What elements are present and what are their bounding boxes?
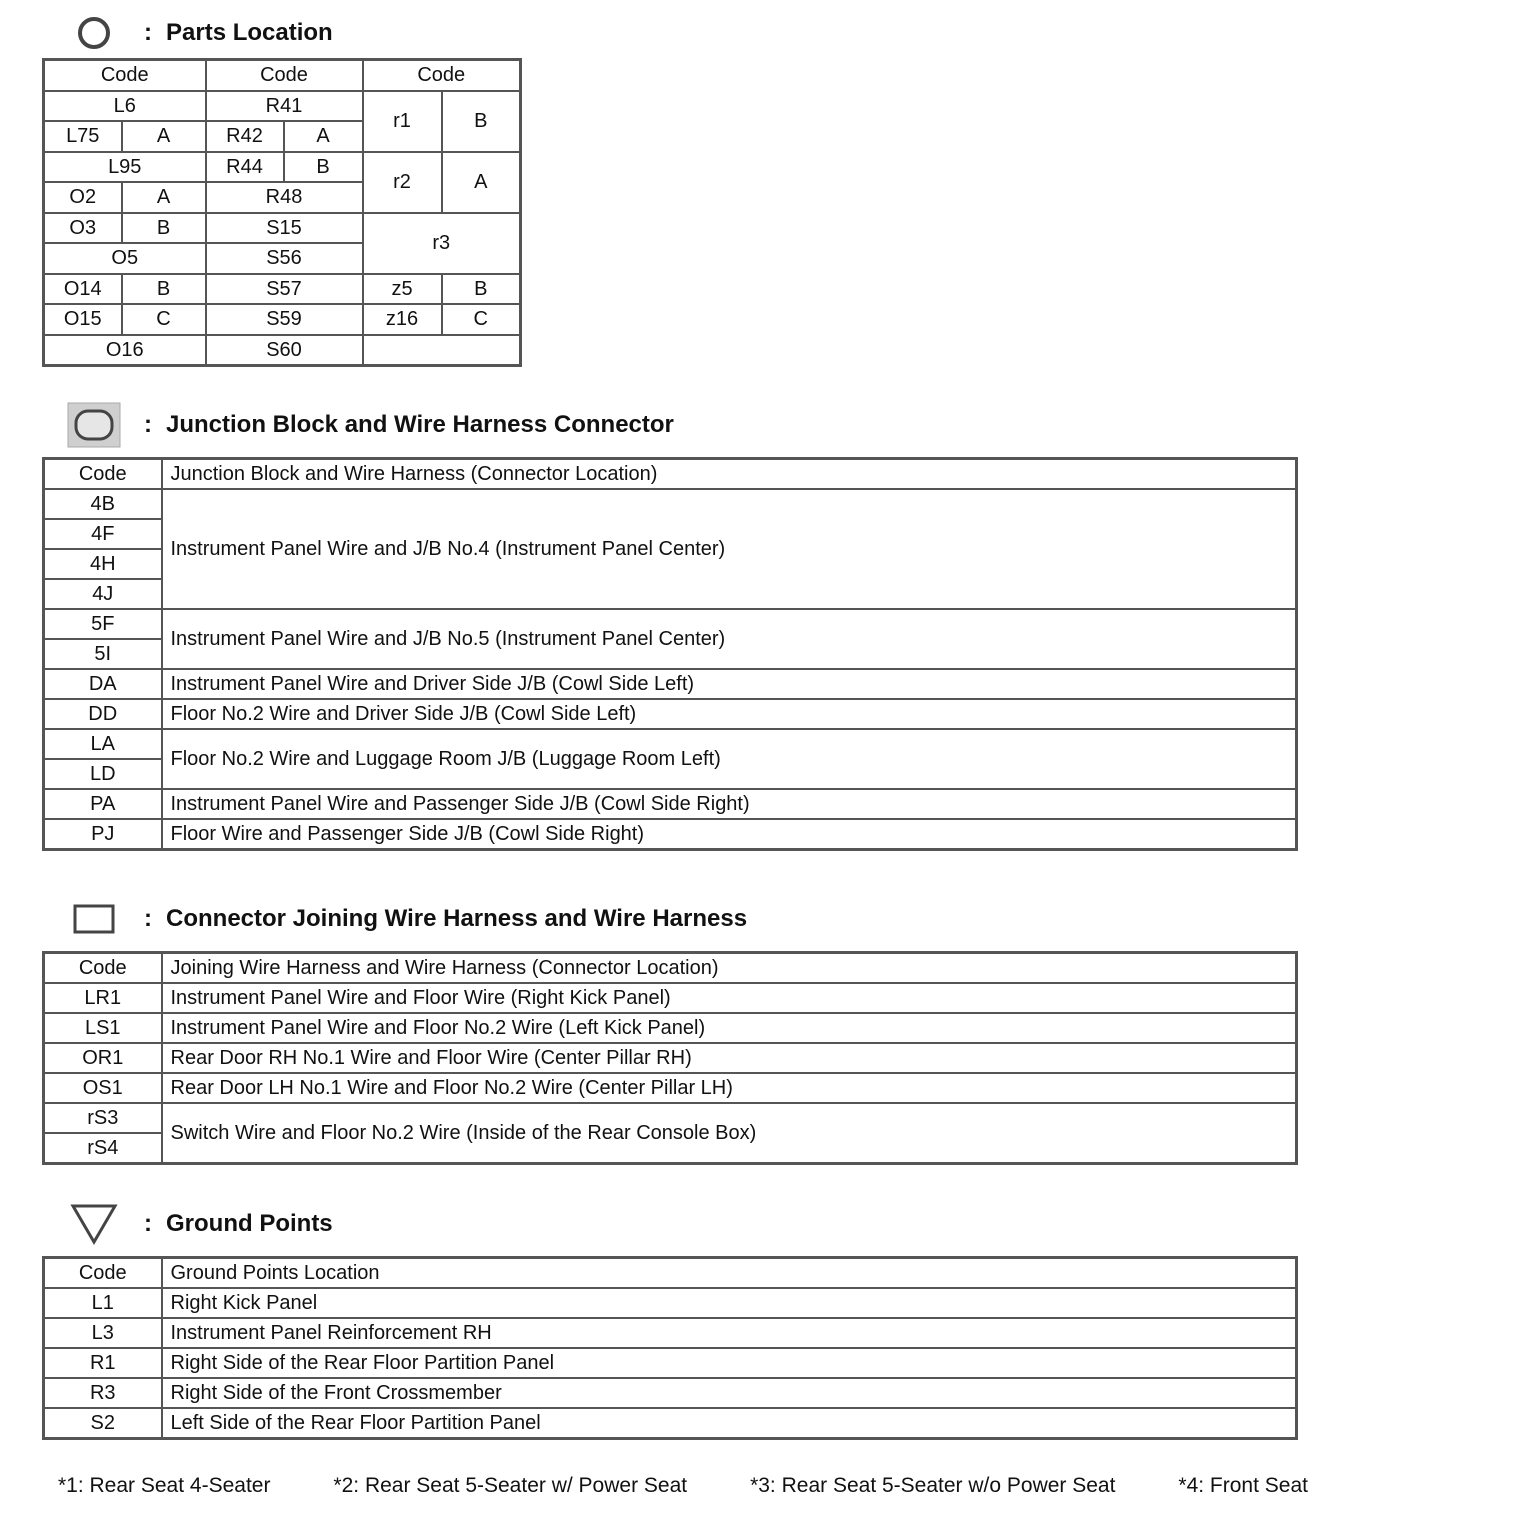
- desc-cell: Instrument Panel Reinforcement RH: [162, 1318, 1297, 1348]
- table-row: [44, 489, 1297, 519]
- variant-cell: A: [122, 121, 206, 152]
- header-code-cell: Code: [44, 1258, 162, 1289]
- footnote-2: *2: Rear Seat 5-Seater w/ Power Seat: [333, 1474, 688, 1497]
- code-cell: OR1: [44, 1043, 162, 1073]
- desc-cell: Floor No.2 Wire and Driver Side J/B (Cowl Side Left): [162, 699, 1297, 729]
- header-desc-cell: Junction Block and Wire Harness (Connector Location): [162, 459, 1297, 490]
- table-row: [44, 1318, 1297, 1348]
- code-cell: S57: [206, 274, 363, 305]
- table-row: [44, 152, 521, 183]
- section-title: Connector Joining Wire Harness and Wire Harness: [166, 905, 748, 932]
- code-cell: LR1: [44, 983, 162, 1013]
- header-desc-cell: Joining Wire Harness and Wire Harness (Connector Location): [162, 953, 1297, 984]
- table-header-row: [44, 459, 1297, 490]
- desc-cell: Right Side of the Front Crossmember: [162, 1378, 1297, 1408]
- table-row: [44, 819, 1297, 850]
- code-cell: R1: [44, 1348, 162, 1378]
- table-row: [44, 1348, 1297, 1378]
- code-cell: z16: [363, 304, 442, 335]
- code-cell: O15: [44, 304, 122, 335]
- code-cell: L3: [44, 1318, 162, 1348]
- footnote-4: *4: Front Seat: [1178, 1474, 1308, 1497]
- header-code-cell: Code: [44, 459, 162, 490]
- code-cell: LS1: [44, 1013, 162, 1043]
- table-row: [44, 983, 1297, 1013]
- desc-cell: Instrument Panel Wire and J/B No.5 (Instrument Panel Center): [162, 609, 1297, 669]
- desc-cell: Floor No.2 Wire and Luggage Room J/B (Luggage Room Left): [162, 729, 1297, 789]
- code-cell: O5: [44, 243, 206, 274]
- empty-cell: [363, 335, 521, 366]
- junction-block-table: [42, 457, 1298, 851]
- triangle-down-icon: [64, 1199, 124, 1249]
- table-row: [44, 304, 521, 335]
- code-cell: 4B: [44, 489, 162, 519]
- table-row: [44, 1103, 1297, 1133]
- desc-cell: Instrument Panel Wire and Passenger Side J/B (Cowl Side Right): [162, 789, 1297, 819]
- code-cell: LD: [44, 759, 162, 789]
- code-cell: 4J: [44, 579, 162, 609]
- table-row: [44, 609, 1297, 639]
- code-cell: R44: [206, 152, 284, 183]
- variant-cell: A: [442, 152, 521, 213]
- code-cell: S60: [206, 335, 363, 366]
- code-cell: R42: [206, 121, 284, 152]
- variant-cell: A: [122, 182, 206, 213]
- section-colon: :: [144, 411, 152, 438]
- rectangle-icon: [64, 894, 124, 944]
- code-cell: DA: [44, 669, 162, 699]
- code-cell: r2: [363, 152, 442, 213]
- code-cell: S15: [206, 213, 363, 244]
- code-cell: 5F: [44, 609, 162, 639]
- rounded-square-shaded-icon: [64, 400, 124, 450]
- table-row: [44, 789, 1297, 819]
- section-header-ground-points: [64, 1199, 333, 1249]
- code-cell: R48: [206, 182, 363, 213]
- desc-cell: Rear Door RH No.1 Wire and Floor Wire (Center Pillar RH): [162, 1043, 1297, 1073]
- section-title: Ground Points: [166, 1210, 333, 1237]
- code-cell: 4F: [44, 519, 162, 549]
- table-row: [44, 335, 521, 366]
- variant-cell: B: [284, 152, 363, 183]
- desc-cell: Right Side of the Rear Floor Partition Panel: [162, 1348, 1297, 1378]
- table-row: [44, 91, 521, 122]
- ground-points-table: [42, 1256, 1298, 1440]
- code-cell: z5: [363, 274, 442, 305]
- desc-cell: Left Side of the Rear Floor Partition Panel: [162, 1408, 1297, 1439]
- code-cell: L1: [44, 1288, 162, 1318]
- table-row: [44, 699, 1297, 729]
- section-title: Junction Block and Wire Harness Connector: [166, 411, 674, 438]
- section-colon: :: [144, 1210, 152, 1237]
- section-title: Parts Location: [166, 19, 333, 46]
- table-row: [44, 1408, 1297, 1439]
- parts-location-table: [42, 58, 522, 367]
- code-cell: R41: [206, 91, 363, 122]
- header-desc-cell: Ground Points Location: [162, 1258, 1297, 1289]
- variant-cell: A: [284, 121, 363, 152]
- code-cell: L6: [44, 91, 206, 122]
- code-cell: rS3: [44, 1103, 162, 1133]
- code-cell: S59: [206, 304, 363, 335]
- section-header-parts-location: [64, 8, 333, 58]
- footnote-1: *1: Rear Seat 4-Seater: [58, 1474, 271, 1497]
- code-cell: S56: [206, 243, 363, 274]
- variant-cell: C: [122, 304, 206, 335]
- variant-cell: B: [442, 91, 521, 152]
- section-colon: :: [144, 905, 152, 932]
- table-row: [44, 1288, 1297, 1318]
- desc-cell: Switch Wire and Floor No.2 Wire (Inside of the Rear Console Box): [162, 1103, 1297, 1164]
- connector-joining-table: [42, 951, 1298, 1165]
- desc-cell: Instrument Panel Wire and Driver Side J/B (Cowl Side Left): [162, 669, 1297, 699]
- code-cell: O3: [44, 213, 122, 244]
- desc-cell: Instrument Panel Wire and Floor Wire (Right Kick Panel): [162, 983, 1297, 1013]
- code-cell: S2: [44, 1408, 162, 1439]
- table-row: [44, 213, 521, 244]
- desc-cell: Instrument Panel Wire and Floor No.2 Wire (Left Kick Panel): [162, 1013, 1297, 1043]
- code-cell: L75: [44, 121, 122, 152]
- desc-cell: Floor Wire and Passenger Side J/B (Cowl Side Right): [162, 819, 1297, 850]
- table-row: [44, 1013, 1297, 1043]
- section-header-connector-joining: [64, 894, 747, 944]
- variant-cell: C: [442, 304, 521, 335]
- code-cell: rS4: [44, 1133, 162, 1164]
- code-cell: L95: [44, 152, 206, 183]
- desc-cell: Instrument Panel Wire and J/B No.4 (Instrument Panel Center): [162, 489, 1297, 609]
- header-code-cell: Code: [44, 953, 162, 984]
- code-cell: PA: [44, 789, 162, 819]
- desc-cell: Rear Door LH No.1 Wire and Floor No.2 Wire (Center Pillar LH): [162, 1073, 1297, 1103]
- table-row: [44, 729, 1297, 759]
- circle-icon: [64, 8, 124, 58]
- header-cell: Code: [44, 60, 206, 91]
- header-cell: Code: [363, 60, 521, 91]
- table-header-row: [44, 1258, 1297, 1289]
- table-row: [44, 1378, 1297, 1408]
- code-cell: r1: [363, 91, 442, 152]
- table-row: [44, 274, 521, 305]
- code-cell: r3: [363, 213, 521, 274]
- code-cell: O16: [44, 335, 206, 366]
- variant-cell: B: [442, 274, 521, 305]
- table-row: [44, 669, 1297, 699]
- code-cell: R3: [44, 1378, 162, 1408]
- table-header-row: [44, 60, 521, 91]
- variant-cell: B: [122, 274, 206, 305]
- code-cell: PJ: [44, 819, 162, 850]
- code-cell: LA: [44, 729, 162, 759]
- section-header-junction-block: [64, 400, 674, 450]
- code-cell: 5I: [44, 639, 162, 669]
- table-row: [44, 1073, 1297, 1103]
- code-cell: O14: [44, 274, 122, 305]
- desc-cell: Right Kick Panel: [162, 1288, 1297, 1318]
- footnotes: [58, 1474, 1308, 1504]
- footnote-3: *3: Rear Seat 5-Seater w/o Power Seat: [750, 1474, 1116, 1497]
- code-cell: O2: [44, 182, 122, 213]
- code-cell: OS1: [44, 1073, 162, 1103]
- variant-cell: B: [122, 213, 206, 244]
- table-header-row: [44, 953, 1297, 984]
- section-colon: :: [144, 19, 152, 46]
- table-row: [44, 1043, 1297, 1073]
- code-cell: DD: [44, 699, 162, 729]
- header-cell: Code: [206, 60, 363, 91]
- code-cell: 4H: [44, 549, 162, 579]
